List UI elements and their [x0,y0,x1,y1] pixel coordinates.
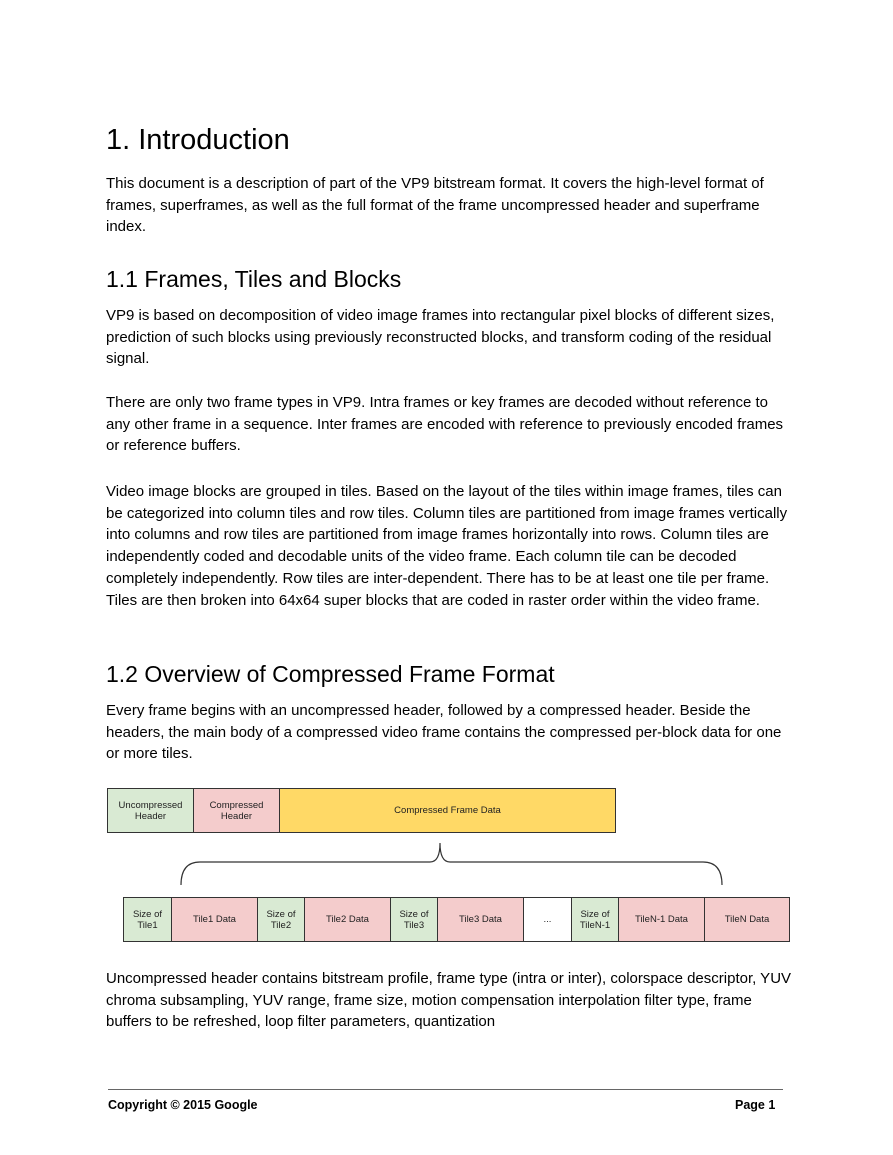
diagram-size-of-tile2-box [257,897,305,942]
diagram-tile2-data-box [304,897,391,942]
footer-divider [108,1089,783,1090]
diagram-tilen-data-box [704,897,790,942]
section-heading-1-1: 1.1 Frames, Tiles and Blocks [106,266,402,292]
diagram-tilen-1-data-label: TileN-1 Data [635,914,688,925]
diagram-size-of-tilen-1-box [571,897,619,942]
diagram-compressed-frame-data-label: Compressed Frame Data [394,805,501,816]
section-1-2-paragraph-1: Every frame begins with an uncompressed header, followed by a compressed header. Beside the headers, the main body of a compressed video frame contains the compressed per-block data for one or more tiles. [106,702,782,763]
diagram-size-of-tile3-label: Size of Tile3 [399,908,429,931]
diagram-compressed-frame-data-box [279,788,616,833]
section-1-1-paragraph-2: There are only two frame types in VP9. Intra frames or key frames are decoded without reference to any other frame in a sequence. Inter frames are encoded with reference to previously encoded frames or reference buffers. [106,394,784,455]
diagram-ellipsis-box [523,897,572,942]
section-1-1-paragraph-1: VP9 is based on decomposition of video image frames into rectangular pixel blocks of different sizes, prediction of such blocks using previously reconstructed blocks, and transform coding of the residual signal. [106,307,775,368]
diagram-tile3-data-label: Tile3 Data [459,914,502,925]
diagram-ellipsis-label: ... [543,914,552,925]
diagram-size-of-tile1-box [123,897,172,942]
footer-copyright: Copyright © 2015 Google [108,1098,258,1112]
section-1-1-paragraph-3: Video image blocks are grouped in tiles. Based on the layout of the tiles within image frames, tiles can be categorized into column tiles and row tiles. Column tiles are partitioned from image frames vertically into columns and row tiles are partitioned from image frames horizontally into rows. Column tiles are independently coded and decodable units of the video frame. Each column tile can be decoded completely independently. Row tiles are inter-dependent. There has to be at least one tile per frame. Tiles are then broken into 64x64 super blocks that are coded in raster order within the video frame. [106,483,788,609]
diagram-tile2-data-label: Tile2 Data [326,914,369,925]
diagram-size-of-tile1-label: Size of Tile1 [132,908,163,931]
diagram-tilen-data-label: TileN Data [724,914,770,925]
diagram-uncompressed-header-box [107,788,194,833]
diagram-tile1-data-box [171,897,258,942]
diagram-size-of-tilen-1-label: Size of TileN-1 [579,908,611,931]
footer-page-number: Page 1 [735,1098,776,1112]
diagram-uncompressed-header-label: Uncompressed Header [118,799,183,822]
section-1-2-paragraph-2: Uncompressed header contains bitstream profile, frame type (intra or inter), colorspace descriptor, YUV chroma subsampling, YUV range, frame size, motion compensation interpolation filter type, frame buffers to be refreshed, loop filter parameters, quantization [106,970,792,1031]
diagram-compressed-header-label: Compressed Header [209,799,264,822]
intro-paragraph: This document is a description of part of the VP9 bitstream format. It covers the high-level format of frames, superframes, as well as the full format of the frame uncompressed header and superframe index. [106,175,764,236]
diagram-size-of-tile2-label: Size of Tile2 [266,908,296,931]
section-heading-1-2: 1.2 Overview of Compressed Frame Format [106,661,555,687]
diagram-tile1-data-label: Tile1 Data [193,914,236,925]
page-title: 1. Introduction [106,124,290,156]
diagram-size-of-tile3-box [390,897,438,942]
diagram-compressed-header-box [193,788,280,833]
diagram-tile3-data-box [437,897,524,942]
diagram-tilen-1-data-box [618,897,705,942]
